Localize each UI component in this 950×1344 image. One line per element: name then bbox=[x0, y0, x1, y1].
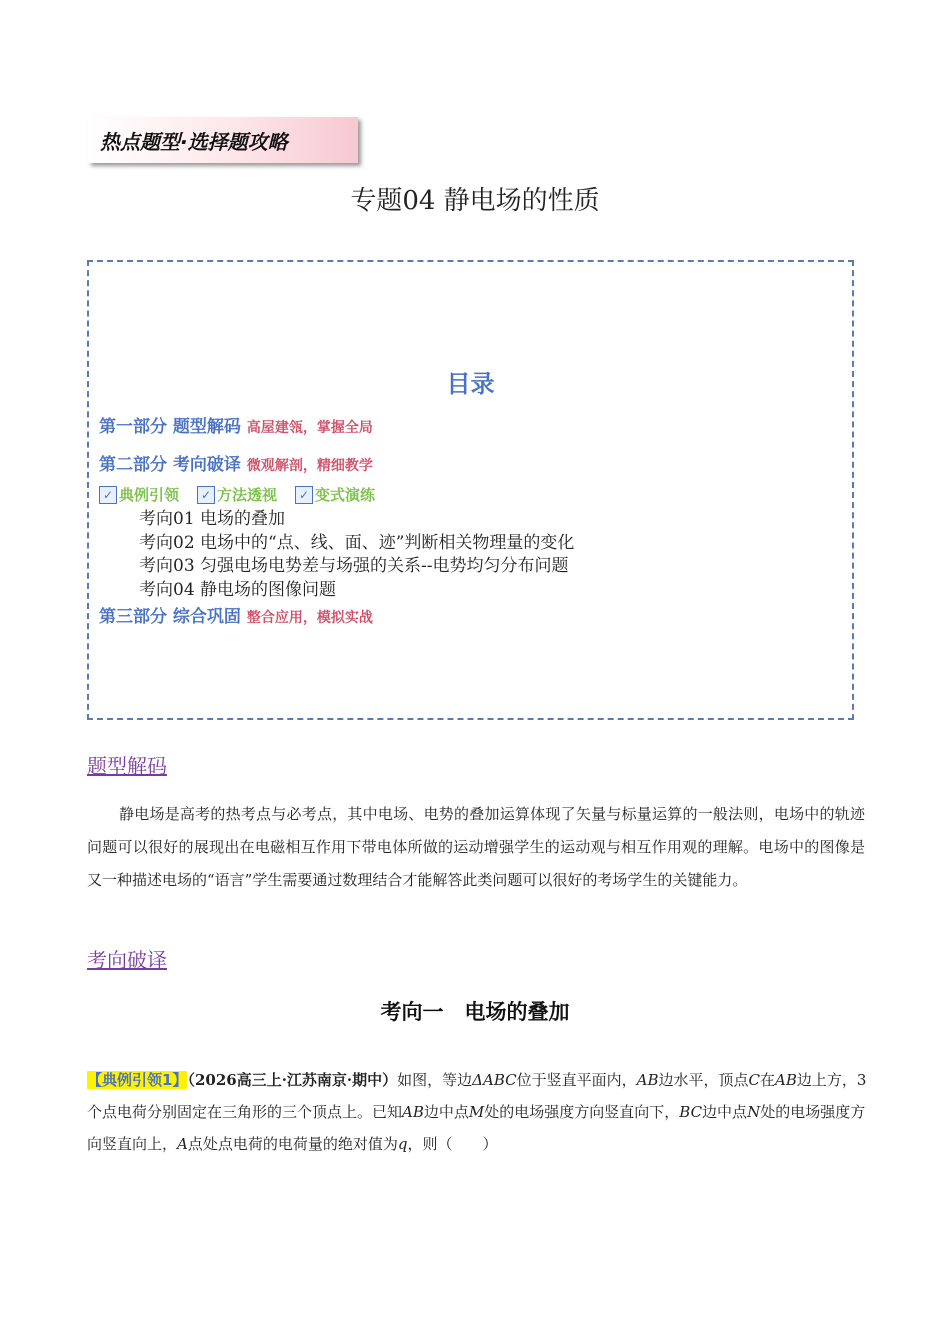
toc-heading: 目录 bbox=[446, 370, 495, 398]
question-text: 边中点 bbox=[423, 1103, 469, 1121]
tag-method[interactable] bbox=[197, 484, 277, 505]
toc-part-sub: 微观解剖，精细教学 bbox=[246, 458, 373, 474]
tag-practice[interactable] bbox=[295, 484, 375, 505]
question-text: 处的电场强度方向竖直向下， bbox=[484, 1103, 680, 1121]
toc-part-label: 第三部分 综合巩固 bbox=[99, 607, 241, 627]
subsection-heading: 考向一 电场的叠加 bbox=[380, 1000, 570, 1024]
math-text: BC bbox=[679, 1103, 703, 1121]
tag-label: 典例引领 bbox=[119, 486, 180, 504]
question-source: （2026高三上·江苏南京·期中） bbox=[187, 1071, 398, 1089]
example-tag: 【典例引领1】 bbox=[87, 1071, 188, 1089]
section-heading-analysis[interactable]: 考向破译 bbox=[87, 948, 167, 972]
question-text: 边中点 bbox=[702, 1103, 748, 1121]
question-text: 点处点电荷的电荷量的绝对值为 bbox=[187, 1135, 398, 1153]
example-question bbox=[87, 1064, 869, 1160]
toc-item[interactable]: 考向02 电场中的“点、线、面、迹”判断相关物理量的变化 bbox=[139, 532, 575, 553]
math-text: ΔABC bbox=[472, 1071, 517, 1089]
checklist-icon: ✓ bbox=[295, 486, 313, 504]
toc-part-label: 第一部分 题型解码 bbox=[99, 417, 241, 437]
toc-item[interactable]: 考向04 静电场的图像问题 bbox=[139, 579, 337, 600]
toc-part-1[interactable] bbox=[99, 412, 373, 437]
question-text: 在 bbox=[760, 1071, 776, 1089]
table-of-contents bbox=[87, 260, 854, 720]
question-text: 处的电场强度方向竖直向上， bbox=[87, 1103, 866, 1153]
question-text: 边水平，顶点 bbox=[658, 1071, 749, 1089]
page-title: 专题04 静电场的性质 bbox=[350, 186, 600, 216]
tag-label: 方法透视 bbox=[217, 486, 278, 504]
tag-label: 变式演练 bbox=[315, 486, 376, 504]
question-text: ，则（ ） bbox=[407, 1135, 498, 1153]
question-text: 如图，等边 bbox=[397, 1071, 473, 1089]
section-paragraph: 静电场是高考的热考点与必考点，其中电场、电势的叠加运算体现了矢量与标量运算的一般法则，电场中的轨迹问题可以很好的展现出在电磁相互作用下带电体所做的运动增强学生的运动观与相互作用观的理解。电场中的图像是又一种描述电场的“语言”学生需要通过数理结合才能解答此类问题可以很好的考场学生的关键能力。 bbox=[87, 805, 865, 889]
toc-part-3[interactable] bbox=[99, 602, 373, 627]
math-text: C bbox=[748, 1071, 760, 1089]
math-text: q bbox=[397, 1135, 408, 1153]
banner-text: 热点题型·选择题攻略 bbox=[100, 129, 288, 154]
question-text: 边上方，3个点电荷分别固定在三角形的三个顶点上。已知 bbox=[87, 1071, 867, 1121]
checklist-icon: ✓ bbox=[99, 486, 117, 504]
toc-part-sub: 整合应用，模拟实战 bbox=[246, 610, 373, 626]
math-text: N bbox=[747, 1103, 761, 1121]
topic-banner bbox=[88, 117, 358, 163]
toc-part-label: 第二部分 考向破译 bbox=[99, 455, 241, 475]
math-text: AB bbox=[636, 1071, 659, 1089]
toc-part-sub: 高屋建瓴，掌握全局 bbox=[246, 420, 373, 436]
toc-tags bbox=[99, 484, 375, 505]
toc-item[interactable]: 考向01 电场的叠加 bbox=[139, 509, 286, 529]
toc-item[interactable]: 考向03 匀强电场电势差与场强的关系--电势均匀分布问题 bbox=[139, 556, 569, 576]
math-text: M bbox=[468, 1103, 485, 1121]
math-text: AB bbox=[775, 1071, 797, 1089]
section-heading-decode[interactable]: 题型解码 bbox=[87, 754, 167, 778]
checklist-icon: ✓ bbox=[197, 486, 215, 504]
math-text: A bbox=[177, 1135, 188, 1153]
toc-items bbox=[139, 508, 574, 602]
toc-part-2[interactable] bbox=[99, 450, 373, 475]
tag-example[interactable] bbox=[99, 484, 179, 505]
math-text: AB bbox=[402, 1103, 424, 1121]
question-text: 位于竖直平面内， bbox=[516, 1071, 637, 1089]
